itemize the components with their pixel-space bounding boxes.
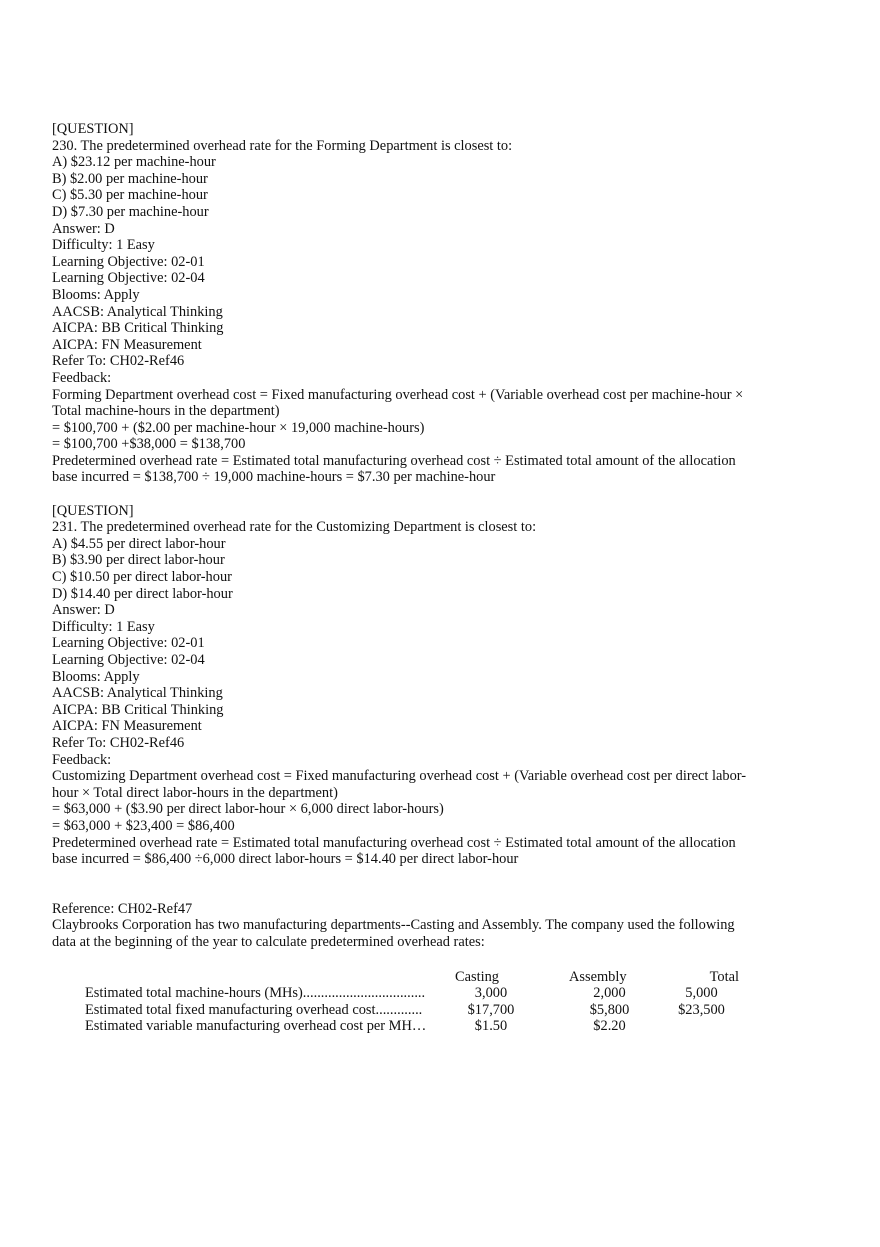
row-label: Estimated total fixed manufacturing overhead cost............. (85, 1001, 423, 1018)
question-stem: 230. The predetermined overhead rate for the Forming Department is closest to: (52, 137, 513, 154)
spacer (52, 951, 752, 969)
option-a: A) $23.12 per machine-hour (52, 154, 216, 171)
answer: Answer: D (52, 220, 115, 237)
aacsb: AACSB: Analytical Thinking (52, 685, 223, 702)
casting-value: $17,700 (467, 1001, 515, 1018)
total-value (664, 1018, 739, 1035)
feedback-line-2: = $63,000 + ($3.90 per direct labor-hour × 6,000 direct labor-hours) (52, 801, 444, 818)
assembly-value: 2,000 (593, 985, 626, 1002)
spacer (52, 486, 752, 503)
table-row (85, 1002, 739, 1019)
refer-to: Refer To: CH02-Ref46 (52, 734, 185, 751)
blooms: Blooms: Apply (52, 668, 140, 685)
reference-ch02-ref47 (52, 901, 752, 1035)
question-tag: [QUESTION] (52, 502, 134, 519)
option-a: A) $4.55 per direct labor-hour (52, 535, 226, 552)
feedback-line-1: Customizing Department overhead cost = Fixed manufacturing overhead cost + (Variable overhead cost per direct labor-hour × Total direct labor-hours in the department) (52, 768, 747, 801)
feedback-line-4: Predetermined overhead rate = Estimated total manufacturing overhead cost ÷ Estimated total amount of the allocation base incurred = $86,400 ÷6,000 direct labor-hours = $14.40 per direct labor-hour (52, 834, 736, 868)
table-header-row (85, 969, 739, 986)
learning-objective-2: Learning Objective: 02-04 (52, 270, 205, 287)
header-casting: Casting (455, 968, 499, 985)
content (52, 121, 752, 1035)
aicpa-critical-thinking: AICPA: BB Critical Thinking (52, 320, 224, 337)
row-label: Estimated total machine-hours (MHs).................................. (85, 985, 426, 1002)
blooms: Blooms: Apply (52, 286, 140, 303)
header-total: Total (709, 968, 739, 985)
option-b: B) $3.90 per direct labor-hour (52, 552, 225, 569)
learning-objective-1: Learning Objective: 02-01 (52, 253, 205, 270)
total-value: $23,500 (678, 1001, 725, 1018)
table-row (85, 985, 739, 1002)
difficulty: Difficulty: 1 Easy (52, 618, 155, 635)
question-stem: 231. The predetermined overhead rate for the Customizing Department is closest to: (52, 519, 537, 536)
header-blank (85, 969, 427, 986)
option-c: C) $5.30 per machine-hour (52, 187, 208, 204)
total-value: 5,000 (685, 985, 718, 1002)
overhead-data-table (85, 969, 739, 1035)
aacsb: AACSB: Analytical Thinking (52, 303, 223, 320)
aicpa-critical-thinking: AICPA: BB Critical Thinking (52, 701, 224, 718)
refer-to: Refer To: CH02-Ref46 (52, 353, 185, 370)
feedback-line-1: Forming Department overhead cost = Fixed manufacturing overhead cost + (Variable overhead cost per machine-hour × Total machine-hours in the department) (52, 386, 744, 420)
option-b: B) $2.00 per machine-hour (52, 170, 208, 187)
aicpa-measurement: AICPA: FN Measurement (52, 336, 202, 353)
casting-value: $1.50 (474, 1018, 508, 1035)
feedback-line-4: Predetermined overhead rate = Estimated total manufacturing overhead cost ÷ Estimated total amount of the allocation base incurred = $138,700 ÷ 19,000 machine-hours = $7.30 per machine-hour (52, 452, 736, 486)
answer: Answer: D (52, 602, 115, 619)
option-d: D) $14.40 per direct labor-hour (52, 585, 233, 602)
option-d: D) $7.30 per machine-hour (52, 203, 209, 220)
feedback-line-3: = $63,000 + $23,400 = $86,400 (52, 817, 235, 834)
feedback-label: Feedback: (52, 369, 112, 386)
reference-body: Claybrooks Corporation has two manufacturing departments--Casting and Assembly. The company used the following data at the beginning of the year to calculate predetermined overhead rates: (52, 917, 735, 950)
learning-objective-1: Learning Objective: 02-01 (52, 635, 205, 652)
row-label: Estimated variable manufacturing overhead cost per MH… (85, 1018, 427, 1035)
assembly-value: $5,800 (589, 1001, 630, 1018)
spacer (52, 868, 752, 901)
feedback-label: Feedback: (52, 751, 112, 768)
feedback-line-2: = $100,700 + ($2.00 per machine-hour × 19,000 machine-hours) (52, 419, 425, 436)
casting-value: 3,000 (474, 985, 508, 1002)
learning-objective-2: Learning Objective: 02-04 (52, 652, 205, 668)
option-c: C) $10.50 per direct labor-hour (52, 569, 232, 586)
assembly-value: $2.20 (593, 1018, 626, 1035)
difficulty: Difficulty: 1 Easy (52, 237, 155, 254)
question-230 (52, 121, 752, 486)
question-231 (52, 503, 752, 868)
feedback-line-3: = $100,700 +$38,000 = $138,700 (52, 436, 246, 453)
header-assembly: Assembly (569, 968, 627, 985)
aicpa-measurement: AICPA: FN Measurement (52, 718, 202, 735)
reference-title: Reference: CH02-Ref47 (52, 900, 193, 917)
question-tag: [QUESTION] (52, 121, 134, 137)
table-row (85, 1018, 739, 1035)
